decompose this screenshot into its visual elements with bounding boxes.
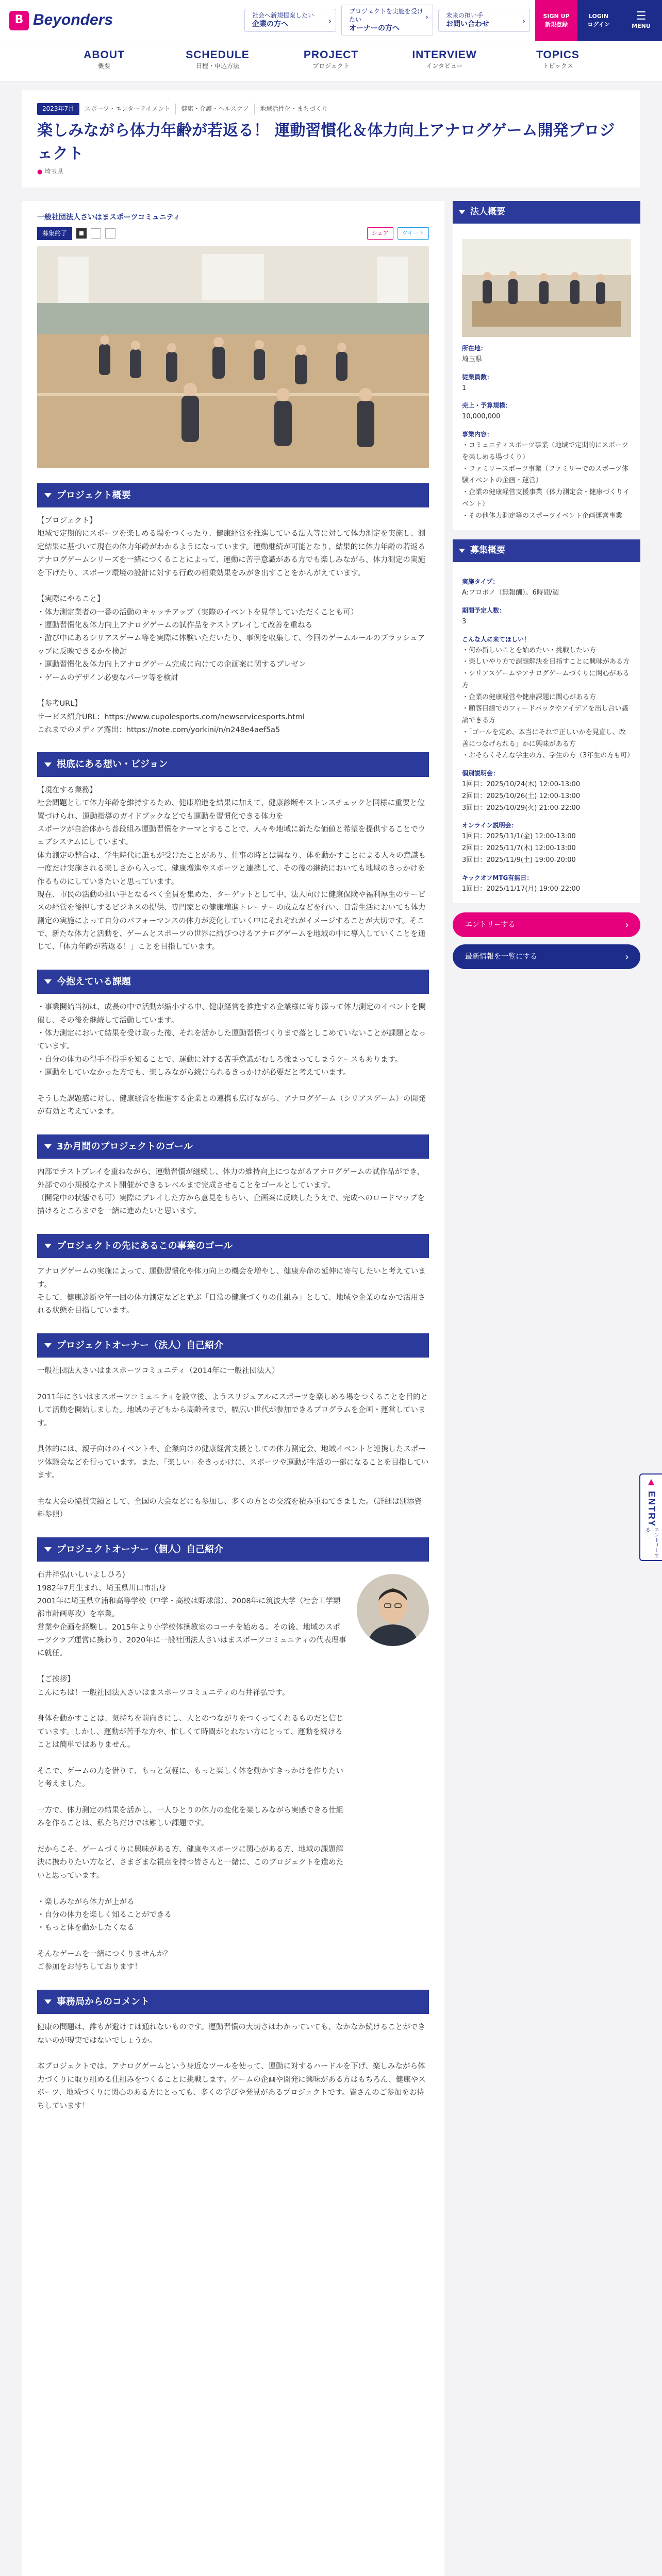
latest-list-button[interactable]: 最新情報を一覧にする › bbox=[453, 944, 640, 969]
category-tag[interactable]: 健康・介護・ヘルスケア bbox=[175, 104, 249, 114]
section-body-goal: 内部でテストプレイを重ねながら、運動習慣が継続し、体力の維持向上につながるアナログゲームの試作品ができ、外部での小規模なテスト開催ができるレベルまで完成させることをゴールとしています。 （開発中の状態でも可）実際にプレイした方から意見をもらい、企画案に反映したうえで、完成へのロードマップを描けるところまでを一緒に進めたいと思います。 bbox=[37, 1168, 425, 1216]
section-heading-vision bbox=[37, 752, 429, 777]
section-body-comment: 健康の問題は、誰もが避けては通れないものです。運動習慣の大切さはわかっていても、なかなか続けることができないのが現実ではないでしょうか。 本プロジェクトでは、アナログゲームという身近なツールを使って、運動に対するハードルを下げ、楽しみながら体力づくりに取り組める仕組みをつくることに挑戦します。ゲームの企画や開発に興味がある方はもちろん、健康やスポーツ、地域づくりに関心のある方にとっても、多くの学びや発見があるプロジェクトです。皆さんのご参加をお待ちしています！ bbox=[37, 2023, 426, 2110]
project-header bbox=[22, 90, 640, 188]
for-owners-label: オーナーの方へ bbox=[349, 24, 400, 33]
status-row bbox=[37, 227, 429, 240]
recruit-card bbox=[453, 562, 640, 903]
project-photo bbox=[37, 246, 429, 468]
side-heading-recruit bbox=[453, 539, 640, 562]
section-heading-owner bbox=[37, 1537, 429, 1562]
section-heading-comment bbox=[37, 1990, 429, 2014]
org-name: 一般社団法人さいはまスポーツコミュニティ bbox=[37, 213, 180, 222]
for-owners-link[interactable] bbox=[341, 5, 433, 36]
year-badge: 2023年7月 bbox=[37, 103, 79, 115]
org-field-label: 従業員数： bbox=[462, 373, 493, 381]
nav-topics-en: TOPICS bbox=[536, 49, 580, 61]
logo[interactable] bbox=[9, 7, 113, 34]
tweet-button[interactable]: ツイート bbox=[398, 227, 429, 239]
side-heading-recruit-label: 募集概要 bbox=[470, 545, 505, 556]
floating-entry-label: ENTRY bbox=[646, 1491, 657, 1528]
nav-project-en: PROJECT bbox=[303, 49, 359, 61]
section-title: 事務局からのコメント bbox=[57, 1996, 150, 2007]
nav-project[interactable] bbox=[274, 41, 388, 81]
for-companies-link[interactable] bbox=[244, 9, 336, 32]
owner-portrait bbox=[357, 1574, 429, 1646]
section-title: 3か月間のプロジェクトのゴール bbox=[57, 1141, 193, 1152]
main-column bbox=[22, 201, 444, 2576]
nav-about-en: ABOUT bbox=[84, 49, 125, 61]
section-title: 今抱えている課題 bbox=[57, 976, 131, 987]
status-badge: 募集終了 bbox=[37, 227, 72, 240]
gym-photo-illustration bbox=[37, 246, 429, 468]
contact-sub: 未来の担い手 bbox=[446, 11, 484, 19]
arrow-up-icon: ▲ bbox=[648, 1477, 655, 1486]
section-title: 根底にある想い・ビジョン bbox=[57, 759, 168, 770]
menu-label: MENU bbox=[632, 22, 651, 29]
org-field-value: 10,000,000 bbox=[462, 413, 501, 421]
nav-interview-ja: インタビュー bbox=[426, 62, 463, 70]
recruit-field-value: 1回目：2025/10/24(木) 12:00-13:00 2回目：2025/10/26(土) 12:00-13:00 3回目：2025/10/29(火) 21:00-22:00 bbox=[462, 781, 581, 812]
recruit-field-value: 3 bbox=[462, 617, 467, 625]
login-button[interactable] bbox=[577, 0, 620, 41]
contact-link[interactable] bbox=[438, 9, 530, 32]
triangle-icon bbox=[459, 549, 465, 553]
sidebar bbox=[453, 201, 640, 969]
triangle-icon bbox=[44, 1343, 52, 1348]
section-body-org: 一般社団法人さいはまスポーツコミュニティ（2014年に一般社団法人） 2011年にさいはまスポーツコミュニティを設立後、ようスリジュアルにスポーツを楽しめる場をつくることを目的として活動を開始しました。地域の子どもから高齢者まで、幅広い世代が参加できるプログラムを企画・運営しています。 具体的には、親子向けのイベントや、企業向けの健康経営支援としての体力測定会、地域イベントと連携したスポーツ体験会などを行っています。また、「楽しい」をきっかけに、スポーツや運動が生活の一部になることを目指しています。 主な大会の協賛実績として、全国の大会などにも参加し、多くの方との交流を積み重ねてきました。（詳細は別添資料参照） bbox=[37, 1367, 429, 1519]
project-tags bbox=[37, 103, 625, 115]
org-field-value: 1 bbox=[462, 384, 467, 392]
thumbnail-selector[interactable] bbox=[76, 228, 87, 239]
nav-about[interactable] bbox=[47, 41, 161, 81]
logo-text: Beyonders bbox=[33, 11, 113, 29]
side-heading-org-label: 法人概要 bbox=[470, 207, 505, 217]
nav-schedule[interactable] bbox=[161, 41, 274, 81]
triangle-icon bbox=[44, 1999, 52, 2004]
section-body-vision: 【現在する業務】 社会問題として体力年齢を維持するため、健康増進を結果に加えて、健康診断やストレスチェックと同様に重要と位置づけられ、運動指導のガイドブックなどでも運動を習慣化できる体力を スポーツが自治体から普段組み運動習慣をテーマとすることで、人々や地域に新たな価値と希望を提供することでウェブシステムにしています。 体力測定の整合は、学生時代に誰もが受けたことがあり、仕事の時とは異なり、体を動かすことによる人々の意識も一度だけ実施される楽しさから入って、健康増進やスポーツと連携して、その後の継続においても地域のきっかけを作るものにしていきたいと思っています。 現在、市民の活動の担い手となるべく全員を集めた、ターゲットとして中、法人向けに健康保険や福利厚生のサービスの経営を後押しするビジネスの提供、専門家との健康増進トレーナーの成立などを行い、日常生活においても体力測定の実施によって自分のパフォーマンスの体力が変化していく中にそれぞれがイメージすることが大切です。そこで、新たな体力と活動を、ゲームとスポーツの世界に結びつけるアナログゲームを地域の中に導入していくことを通じて、「体力年齢が若返る！」ことを目指しています。 bbox=[37, 786, 426, 952]
signup-button[interactable] bbox=[535, 0, 577, 41]
section-title: プロジェクトオーナー（法人）自己紹介 bbox=[57, 1340, 224, 1351]
thumbnail-selector[interactable] bbox=[105, 228, 115, 239]
section-body-future: アナログゲームの実施によって、運動習慣化や体力向上の機会を増やし、健康寿命の延伸に寄与したいと考えています。 そして、健康診断や年一回の体力測定などと並ぶ「日常の健康づくりの仕組み」として、地域や企業のなかで活用される状態を目指しています。 bbox=[37, 1267, 426, 1315]
for-companies-label: 企業の方へ bbox=[252, 20, 288, 29]
entry-button[interactable]: エントリーする › bbox=[453, 912, 640, 937]
org-details bbox=[462, 343, 631, 522]
recruit-field-label: オンライン説明会： bbox=[462, 822, 518, 829]
triangle-icon bbox=[459, 210, 465, 214]
thumbnail-selector[interactable] bbox=[91, 228, 101, 239]
top-bar bbox=[0, 0, 662, 41]
location-label: 埼玉県 bbox=[44, 168, 63, 175]
global-nav bbox=[0, 41, 662, 81]
nav-project-ja: プロジェクト bbox=[312, 62, 350, 70]
nav-interview[interactable] bbox=[388, 41, 501, 81]
org-photo bbox=[462, 239, 631, 337]
section-body-overview: 【プロジェクト】 地域で定期的にスポーツを楽しめる場をつくったり、健康経営を推進している法人等に対して体力測定を実施し、測定結果に基づいて現在の体力年齢がわかるようになっています。運動継続が可能となり、結果的に体力年齢の若返るアナログゲームシリーズを一緒につくることによって、運動に苦手意識がある方でも楽しみながら、体力測定の実施を下げたり、スポーツ環境の設計に対する行政の相乗効果をみがき出すことをかんがえています。 【実際にやること】 ・体力測定業者の一番の活動のキャッチアップ（実際のイベントを見学していただくことも可） ・運動習慣化＆体力向上アナログゲームの試作品をテストプレイして改善を重ねる ・游び中にあるシリアスゲーム等を実際に体験いただいたり、事例を収集して、今回のゲームルールのブラッシュアップに反映できるかを検討 ・運動習慣化＆体力向上アナログゲーム完成に向けての企画案に関するプレゼン ・ゲームのデザイン必要なパーツ等を検討 【参考URL】 サービス紹介URL：https://www.cupolesports.com/newservicesports.html これまでのメディア露出：https://note.com/yorkini/n/n248e4aef5a5 bbox=[37, 517, 426, 734]
share-button[interactable]: シェア bbox=[367, 227, 393, 239]
triangle-icon bbox=[44, 1547, 52, 1552]
nav-schedule-ja: 日程・申込方法 bbox=[195, 62, 239, 70]
for-owners-sub: プロジェクトを実施を受けたい bbox=[349, 7, 423, 24]
triangle-icon bbox=[44, 1144, 52, 1149]
section-title: プロジェクト概要 bbox=[57, 489, 131, 501]
map-pin-icon: ● bbox=[37, 168, 43, 175]
org-field-value: 埼玉県 bbox=[462, 355, 483, 363]
signup-label: SIGN UP bbox=[543, 13, 570, 20]
section-title: プロジェクトオーナー（個人）自己紹介 bbox=[57, 1544, 224, 1555]
recruit-field-label: 実施タイプ： bbox=[462, 578, 499, 585]
section-heading-future bbox=[37, 1234, 429, 1259]
nav-interview-en: INTERVIEW bbox=[412, 49, 477, 61]
recruit-field-label: こんな人に来てほしい！ bbox=[462, 635, 531, 643]
org-field-value: ・コミュニティスポーツ事業（地域で定期的にスポーツを楽しめる場づくり） ・ファミリースポーツ事業（ファミリーでのスポーツ体験イベントの企画・運営） ・企業の健康経営支援事業（体力測定会・健康づくりイベント） ・その他体力測定等のスポーツイベント企画運営事業 bbox=[462, 442, 630, 520]
triangle-icon bbox=[44, 493, 52, 498]
recruit-field-value: ・何か新しいことを始めたい・挑戦したい方 ・楽しいやり方で課題解決を目指すことに興味がある方 ・シリアスゲームやアナログゲームづくりに関心がある方 ・企業の健康経営や健康課題に関心がある方 ・顧客目線でのフィードバックやアイデアを出し合い議論できる方 ・「ゴールを定め、本当にそれで正しいかを見直し、改善につなげられる」かに興味がある方 ・おそらくそんな学生の方、学生の方（3年生の方も可） bbox=[462, 646, 634, 760]
login-label: LOGIN bbox=[588, 13, 609, 20]
recruit-field-value: A:プロボノ（無報酬）、6時間/週 bbox=[462, 589, 559, 597]
login-sub: ログイン bbox=[587, 21, 610, 28]
menu-button[interactable] bbox=[620, 0, 662, 41]
triangle-icon bbox=[44, 1244, 52, 1248]
floating-entry-tab[interactable] bbox=[639, 1473, 662, 1561]
owner-avatar bbox=[357, 1574, 429, 1646]
recruit-details bbox=[462, 577, 634, 895]
section-body-challenges: ・事業開始当初は、成長の中で活動が縮小する中、健康経営を推進する企業様に寄り添って体力測定のイベントを開催し、その後を継続して活動しています。 ・体力測定において結果を受け取った後、それを活かした運動習慣づくりまで落としこめていないことが課題となっています。 ・自分の体力の得手不得手を知ることで、運動に対する苦手意識がむしろ強まってしまうケースもあります。 ・運動をしていなかった方でも、楽しみながら続けられるきっかけが必要だと考えています。 そうした課題感に対し、健康経営を推進する企業との連携も広げながら、アナログゲーム（シリアスゲーム）の開発が有効と考えています。 bbox=[37, 1003, 426, 1116]
location bbox=[37, 166, 625, 177]
recruit-field-label: 期間予定人数： bbox=[462, 606, 506, 614]
category-tag[interactable]: スポーツ・エンターテイメント bbox=[85, 105, 171, 112]
page-title: 楽しみながら体力年齢が若返る！ 運動習慣化＆体力向上アナログゲーム開発プロジェクト bbox=[37, 122, 615, 163]
logo-mark: B bbox=[9, 11, 29, 30]
category-tag[interactable]: 地域活性化・まちづくり bbox=[254, 104, 328, 114]
side-heading-org bbox=[453, 201, 640, 224]
org-field-label: 所在地： bbox=[462, 344, 487, 352]
nav-schedule-en: SCHEDULE bbox=[186, 49, 250, 61]
section-heading-overview bbox=[37, 483, 429, 508]
section-title: プロジェクトの先にあるこの事業のゴール bbox=[57, 1240, 233, 1251]
recruit-field-label: 個別説明会： bbox=[462, 770, 500, 777]
triangle-icon bbox=[44, 762, 52, 767]
signup-sub: 新規登録 bbox=[545, 21, 568, 28]
for-companies-sub: 社会へ新規提案したい bbox=[252, 11, 315, 19]
recruit-field-label: キックオフMTG有無日： bbox=[462, 874, 533, 882]
owner-block bbox=[37, 1569, 429, 1974]
hamburger-icon: ☰ bbox=[636, 9, 647, 23]
org-field-label: 売上・予算規模： bbox=[462, 402, 512, 410]
recruit-field-value: 1回目：2025/11/17(月) 19:00-22:00 bbox=[462, 885, 581, 893]
org-card bbox=[453, 224, 640, 531]
triangle-icon bbox=[44, 979, 52, 984]
section-heading-challenges bbox=[37, 970, 429, 994]
org-photo-illustration bbox=[462, 239, 631, 337]
section-heading-goal bbox=[37, 1134, 429, 1159]
nav-topics[interactable] bbox=[501, 41, 615, 81]
floating-entry-sub: エントリーする bbox=[644, 1527, 659, 1558]
recruit-field-value: 1回目：2025/11/1(金) 12:00-13:00 2回目：2025/11/7(木) 12:00-13:00 3回目：2025/11/9(土) 19:00-20:00 bbox=[462, 833, 576, 864]
section-heading-org bbox=[37, 1333, 429, 1358]
section-body-owner: 石井祥弘(いしいよしひろ) 1982年7月生まれ、埼玉県川口市出身 2001年に埼玉県立浦和高等学校（中学・高校は野球部）、2008年に筑波大学（社会工学類都市計画専攻）を卒業。 営業や企画を経験し、2015年より小学校体操教室のコーチを始める。その後、地域のスポーツクラブ運営に携わり、2020年に一般社団法人さいはまスポーツコミュニティの代表理事に就任。 【ご挨拶】 こんにちは！一般社団法人さいはまスポーツコミュニティの石井祥弘です。 身体を動かすことは、気持ちを前向きにし、人とのつながりをつくってくれるものだと信じています。しかし、運動が苦手な方や、忙しくて時間がとれない方にとって、運動を続けることは簡単ではありません。 そこで、ゲームの力を借りて、もっと気軽に、もっと楽しく体を動かすきっかけを作りたいと考えました。 一方で、体力測定の結果を活かし、一人ひとりの体力の変化を楽しみながら実感できる仕組みを作ることは、私たちだけでは難しい課題です。 だからこそ、ゲームづくりに興味がある方、健康やスポーツに関心がある方、地域の課題解決に携わりたい方など、さまざまな視点を持つ皆さんと一緒に、このプロジェクトを進めたいと思っています。 ・楽しみながら体力が上がる ・自分の体力を楽しく知ることができる ・もっと体を動かしたくなる そんなゲームを一緒につくりませんか？ ご参加をお待ちしております！ bbox=[37, 1571, 346, 1972]
contact-label: お問い合わせ bbox=[446, 20, 489, 29]
nav-topics-ja: トピックス bbox=[542, 62, 573, 70]
nav-about-ja: 概要 bbox=[97, 62, 110, 70]
content-layout bbox=[22, 201, 640, 2576]
org-field-label: 事業内容： bbox=[462, 431, 493, 438]
